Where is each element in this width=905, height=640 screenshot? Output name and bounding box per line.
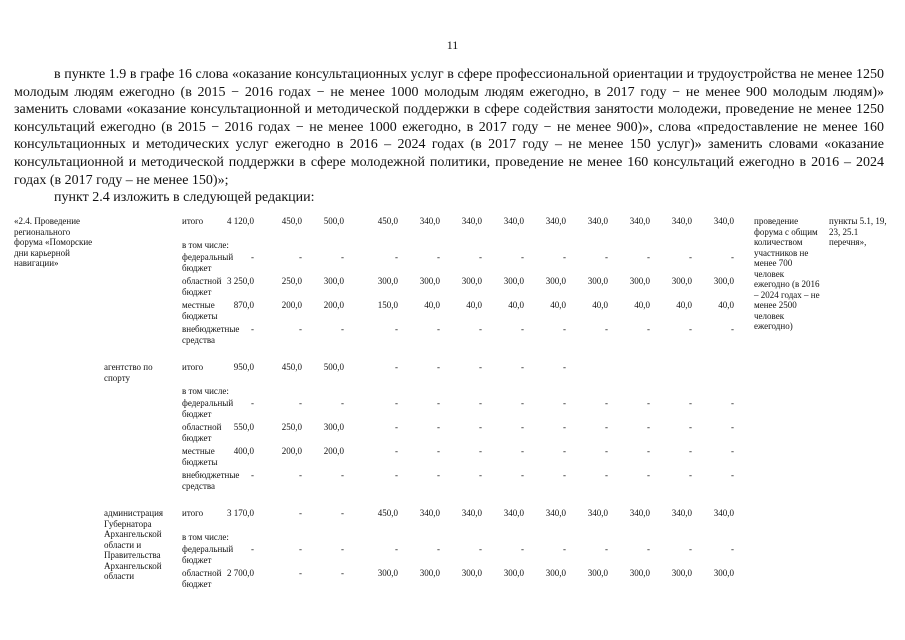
budget-value: - (395, 544, 398, 554)
document-body (14, 66, 884, 207)
budget-value: 40,0 (718, 300, 734, 310)
budget-value: - (731, 470, 734, 480)
budget-value: 300,0 (461, 276, 482, 286)
budget-value: 870,0 (233, 300, 254, 310)
budget-value: - (563, 470, 566, 480)
funding-source: внебюджетные средства (182, 470, 240, 491)
budget-value: - (341, 324, 344, 334)
funding-source: областной бюджет (182, 276, 222, 297)
budget-value: - (563, 446, 566, 456)
budget-value: - (437, 446, 440, 456)
budget-value: - (731, 252, 734, 262)
budget-value: 340,0 (587, 508, 608, 518)
budget-value: 300,0 (671, 276, 692, 286)
funding-source: внебюджетные средства (182, 324, 240, 345)
funding-source: федеральный бюджет (182, 252, 234, 273)
budget-value: 300,0 (323, 276, 344, 286)
budget-value: - (395, 362, 398, 372)
budget-value: 340,0 (713, 508, 734, 518)
budget-value: - (647, 324, 650, 334)
budget-value: 40,0 (592, 300, 608, 310)
budget-value: - (341, 252, 344, 262)
budget-value: 200,0 (323, 300, 344, 310)
budget-value: 450,0 (377, 216, 398, 226)
budget-value: - (341, 398, 344, 408)
budget-value: - (479, 470, 482, 480)
budget-value: 340,0 (671, 216, 692, 226)
related-items: пункты 5.1, 19, 23, 25.1 перечня», (829, 216, 887, 247)
budget-value: - (479, 398, 482, 408)
budget-value: - (395, 470, 398, 480)
budget-value: 340,0 (545, 508, 566, 518)
budget-value: - (299, 508, 302, 518)
budget-value: 500,0 (323, 216, 344, 226)
budget-value: 3 170,0 (227, 508, 254, 518)
budget-value: - (521, 252, 524, 262)
budget-value: - (521, 544, 524, 554)
budget-value: - (647, 544, 650, 554)
budget-value: 40,0 (550, 300, 566, 310)
budget-value: - (251, 398, 254, 408)
budget-value: 300,0 (503, 568, 524, 578)
budget-value: - (299, 398, 302, 408)
budget-value: 4 120,0 (227, 216, 254, 226)
budget-value: - (437, 324, 440, 334)
budget-value: - (479, 544, 482, 554)
budget-value: - (251, 544, 254, 554)
budget-value: - (437, 544, 440, 554)
budget-value: - (647, 422, 650, 432)
budget-value: - (395, 324, 398, 334)
budget-value: - (299, 252, 302, 262)
budget-value: - (479, 362, 482, 372)
budget-value: 40,0 (508, 300, 524, 310)
budget-value: - (395, 398, 398, 408)
budget-value: - (563, 324, 566, 334)
budget-value: 300,0 (545, 276, 566, 286)
budget-value: - (521, 446, 524, 456)
budget-value: - (437, 362, 440, 372)
budget-value: 300,0 (629, 276, 650, 286)
budget-value: - (251, 324, 254, 334)
funding-source: в том числе: (182, 240, 229, 250)
budget-value: 200,0 (323, 446, 344, 456)
budget-value: 300,0 (419, 568, 440, 578)
funding-source: итого (182, 362, 204, 372)
budget-value: 340,0 (671, 508, 692, 518)
executor-name: агентство по спорту (104, 362, 153, 383)
budget-value: 250,0 (281, 422, 302, 432)
budget-value: - (479, 252, 482, 262)
funding-source: областной бюджет (182, 568, 222, 589)
budget-value: - (689, 470, 692, 480)
budget-value: - (563, 362, 566, 372)
budget-value: - (689, 544, 692, 554)
budget-value: 340,0 (587, 216, 608, 226)
budget-value: 450,0 (377, 508, 398, 518)
expected-result: проведение форума с общим количеством участников не менее 700 человек ежегодно (в 2016 – 2024 годах – не менее 2500 человек ежегодно) (754, 216, 820, 331)
budget-value: - (521, 398, 524, 408)
budget-value: - (479, 446, 482, 456)
budget-value: - (341, 568, 344, 578)
budget-value: 40,0 (424, 300, 440, 310)
budget-value: 300,0 (713, 276, 734, 286)
paragraph-amendment-2-4: пункт 2.4 изложить в следующей редакции: (54, 190, 315, 206)
budget-value: 340,0 (503, 216, 524, 226)
budget-value: 300,0 (377, 568, 398, 578)
budget-value: - (689, 252, 692, 262)
budget-value: - (605, 252, 608, 262)
funding-source: федеральный бюджет (182, 544, 234, 565)
budget-value: - (437, 252, 440, 262)
funding-source: в том числе: (182, 386, 229, 396)
budget-value: - (395, 446, 398, 456)
page-number: 11 (446, 38, 459, 52)
budget-value: - (521, 362, 524, 372)
budget-value: 340,0 (629, 508, 650, 518)
budget-value: 300,0 (419, 276, 440, 286)
budget-value: 40,0 (634, 300, 650, 310)
funding-source: местные бюджеты (182, 300, 218, 321)
budget-value: - (437, 422, 440, 432)
budget-value: - (605, 324, 608, 334)
budget-value: - (563, 544, 566, 554)
budget-value: - (689, 446, 692, 456)
budget-value: - (563, 398, 566, 408)
budget-value: 340,0 (419, 216, 440, 226)
budget-value: 300,0 (503, 276, 524, 286)
budget-value: 300,0 (713, 568, 734, 578)
budget-value: 340,0 (419, 508, 440, 518)
budget-value: 150,0 (377, 300, 398, 310)
budget-value: - (731, 398, 734, 408)
budget-value: 340,0 (461, 216, 482, 226)
budget-value: - (479, 422, 482, 432)
budget-value: - (647, 470, 650, 480)
paragraph-amendment-1-9: в пункте 1.9 в графе 16 слова «оказание консультационных услуг в сфере профессиональной ориентации и трудоустройства не менее 1250 молодым людям ежегодно (в 2015 − 2016 годах − не менее 1000 молодым людям ежегодно, в 2017 году − не менее 900 молодым людям)» заменить словами «оказание консультационной и методической поддержки в сфере содействия занятости молодежи, проведение не менее 1250 консультаций ежегодно (в 2015 − 2016 годах − не менее 1000 ежегодно, в 2017 году − не менее 900)», слова «предоставление не менее 160 консультационных и методических услуг ежегодно в 2016 – 2024 годах (в 2017 году – не менее 150 услуг)» заменить словами «оказание консультационной и методической поддержки в сфере молодежной политики, проведение не менее 160 консультаций ежегодно в 2016 – 2024 годах (в 2017 году – не менее 150)»; (14, 67, 884, 188)
budget-value: - (395, 252, 398, 262)
budget-value: - (605, 446, 608, 456)
funding-source: итого (182, 508, 204, 518)
item-name: «2.4. Проведение регионального форума «Поморские дни карьерной навигации» (14, 216, 93, 268)
budget-value: - (521, 324, 524, 334)
funding-source: в том числе: (182, 532, 229, 542)
budget-value: - (731, 544, 734, 554)
budget-value: - (605, 544, 608, 554)
budget-value: - (479, 324, 482, 334)
budget-value: 300,0 (545, 568, 566, 578)
executor-name: администрация Губернатора Архангельской области и Правительства Архангельской области (104, 508, 164, 581)
budget-value: 450,0 (281, 362, 302, 372)
budget-value: 400,0 (233, 446, 254, 456)
funding-source: областной бюджет (182, 422, 222, 443)
budget-value: 300,0 (377, 276, 398, 286)
budget-value: 300,0 (587, 276, 608, 286)
budget-value: 40,0 (676, 300, 692, 310)
budget-value: 340,0 (503, 508, 524, 518)
budget-value: - (437, 470, 440, 480)
budget-value: - (647, 446, 650, 456)
budget-value: - (395, 422, 398, 432)
budget-value: - (437, 398, 440, 408)
budget-value: 340,0 (713, 216, 734, 226)
budget-value: 200,0 (281, 300, 302, 310)
budget-value: 550,0 (233, 422, 254, 432)
budget-value: - (647, 398, 650, 408)
budget-value: 300,0 (323, 422, 344, 432)
budget-value: - (341, 470, 344, 480)
budget-value: - (689, 422, 692, 432)
budget-value: 3 250,0 (227, 276, 254, 286)
budget-value: 40,0 (466, 300, 482, 310)
budget-value: - (605, 398, 608, 408)
budget-value: - (731, 324, 734, 334)
budget-value: - (605, 422, 608, 432)
budget-value: - (341, 508, 344, 518)
budget-value: - (731, 422, 734, 432)
funding-source: местные бюджеты (182, 446, 218, 467)
budget-value: 200,0 (281, 446, 302, 456)
budget-value: - (563, 422, 566, 432)
budget-value: - (689, 398, 692, 408)
budget-value: 300,0 (587, 568, 608, 578)
budget-value: - (299, 544, 302, 554)
budget-value: 950,0 (233, 362, 254, 372)
budget-value: - (731, 446, 734, 456)
budget-value: - (299, 568, 302, 578)
budget-value: 340,0 (545, 216, 566, 226)
budget-value: 300,0 (629, 568, 650, 578)
budget-value: 2 700,0 (227, 568, 254, 578)
budget-value: 340,0 (629, 216, 650, 226)
budget-value: - (251, 252, 254, 262)
funding-source: федеральный бюджет (182, 398, 234, 419)
budget-value: 250,0 (281, 276, 302, 286)
budget-value: - (521, 470, 524, 480)
budget-value: 450,0 (281, 216, 302, 226)
budget-value: 500,0 (323, 362, 344, 372)
funding-source: итого (182, 216, 204, 226)
budget-value: - (689, 324, 692, 334)
budget-value: 300,0 (671, 568, 692, 578)
budget-value: - (605, 470, 608, 480)
budget-value: - (299, 324, 302, 334)
budget-value: - (521, 422, 524, 432)
budget-value: - (251, 470, 254, 480)
budget-value: 300,0 (461, 568, 482, 578)
budget-value: - (299, 470, 302, 480)
budget-value: - (341, 544, 344, 554)
budget-value: - (563, 252, 566, 262)
budget-value: 340,0 (461, 508, 482, 518)
budget-value: - (647, 252, 650, 262)
